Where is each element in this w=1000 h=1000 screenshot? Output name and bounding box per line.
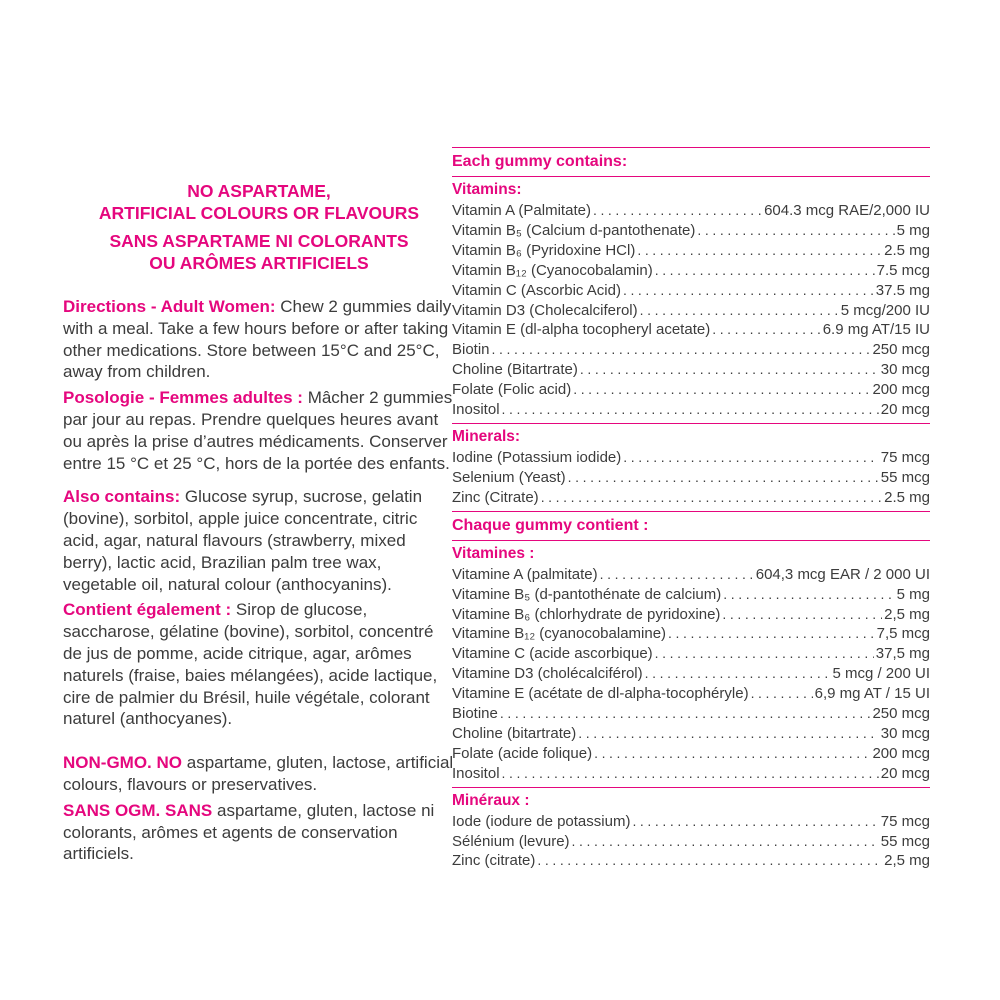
nutrient-label: Vitamine A (palmitate): [452, 565, 598, 583]
nutrient-value: 2,5 mg: [884, 605, 930, 623]
nutrient-label: Vitamine B₁₂ (cyanocobalamine): [452, 625, 667, 643]
dot-leader: [580, 360, 879, 380]
nutrient-label: Iode (iodure de potassium): [452, 812, 631, 830]
fr-vitamins-section: [452, 544, 930, 784]
dot-leader: [541, 488, 882, 508]
dot-leader: [593, 201, 762, 221]
en-vitamins-title: Vitamins:: [452, 181, 522, 198]
nutrient-row: [452, 468, 930, 488]
dot-leader: [697, 221, 894, 241]
dot-leader: [573, 380, 870, 400]
dot-leader: [655, 644, 874, 664]
nutrient-row: [452, 488, 930, 508]
nutrient-value: 5 mcg / 200 UI: [832, 665, 930, 683]
nutrient-label: Sélénium (levure): [452, 832, 570, 850]
nutrient-row: [452, 764, 930, 784]
nutrient-label: Vitamine E (acétate de dl-alpha-tocophéryle): [452, 685, 749, 703]
dot-leader: [645, 664, 831, 684]
en-vitamins-section: [452, 180, 930, 420]
nutrient-label: Vitamin E (dl-alpha tocopheryl acetate): [452, 321, 711, 339]
divider: [452, 423, 930, 424]
nutrient-label: Iodine (Potassium iodide): [452, 448, 622, 466]
nutrient-value: 5 mg: [896, 585, 930, 603]
nutrient-value: 6.9 mg AT/15 IU: [822, 321, 930, 339]
nutrient-label: Choline (Bitartrate): [452, 361, 578, 379]
nutrient-value: 55 mcg: [880, 832, 930, 850]
directions-en-text: Chew 2 gummies daily with a meal. Take a few hours before or after taking other medications. Store between 15°C and 25°C, away from children.: [63, 297, 452, 382]
nutrient-value: 250 mcg: [872, 341, 930, 359]
nutrient-label: Choline (bitartrate): [452, 724, 577, 742]
also-contains-en: [63, 486, 455, 595]
dot-leader: [668, 624, 875, 644]
dot-leader: [578, 724, 879, 744]
nutrient-row: [452, 664, 930, 684]
nutrient-value: 5 mg: [896, 221, 930, 239]
nutrient-label: Zinc (citrate): [452, 852, 536, 870]
dot-leader: [502, 764, 879, 784]
dot-leader: [640, 301, 839, 321]
nutrient-value: 2.5 mg: [884, 488, 930, 506]
nutrient-label: Vitamine C (acide ascorbique): [452, 645, 653, 663]
non-gmo-en-lead: NON-GMO. NO: [63, 753, 182, 773]
divider: [452, 147, 930, 148]
dot-leader: [600, 565, 754, 585]
nutrient-row: [452, 724, 930, 744]
also-contains-fr-lead: Contient également :: [63, 600, 232, 620]
nutrient-value: 604,3 mcg EAR / 2 000 UI: [755, 565, 930, 583]
nutrient-label: Vitamin B₅ (Calcium d-pantothenate): [452, 221, 696, 239]
dot-leader: [594, 744, 870, 764]
fr-vitamins-title: Vitamines :: [452, 544, 535, 562]
dot-leader: [632, 812, 878, 832]
dot-leader: [712, 320, 821, 340]
nutrient-value: 30 mcg: [880, 361, 930, 379]
dot-leader: [722, 605, 882, 625]
nutrient-row: [452, 360, 930, 380]
directions-fr-lead: Posologie - Femmes adultes :: [63, 388, 303, 408]
nutrient-value: 250 mcg: [872, 705, 930, 723]
nutrient-row: [452, 448, 930, 468]
nutrient-label: Vitamin C (Ascorbic Acid): [452, 281, 621, 299]
nutrient-label: Vitamine B₆ (chlorhydrate de pyridoxine): [452, 605, 721, 623]
claims-headline: [63, 181, 455, 274]
dot-leader: [623, 448, 879, 468]
nutrient-value: 200 mcg: [872, 744, 930, 762]
nutrient-label: Selenium (Yeast): [452, 468, 566, 486]
non-gmo-en-text: aspartame, gluten, lactose, artificial colours, flavours or preservatives.: [63, 753, 454, 794]
nutrient-row: [452, 380, 930, 400]
nutrient-row: [452, 605, 930, 625]
nutrient-value: 604.3 mcg RAE/2,000 IU: [764, 202, 930, 219]
directions-en: [63, 296, 455, 383]
nutrient-row: [452, 301, 930, 321]
nutrient-value: 5 mcg/200 IU: [840, 301, 930, 319]
directions-fr-text: Mâcher 2 gummies par jour au repas. Prendre quelques heures avant ou après la prise d’autres médicaments. Conserver entre 15 °C et 25 °C, hors de la portée des enfants.: [63, 388, 453, 473]
fr-minerals-section: [452, 791, 930, 872]
nutrient-value: 55 mcg: [880, 468, 930, 486]
claims-line-fr-1: SANS ASPARTAME NI COLORANTS: [109, 231, 409, 251]
nutrient-value: 75 mcg: [880, 448, 930, 466]
nutrient-row: [452, 744, 930, 764]
dot-leader: [723, 585, 894, 605]
nutrient-value: 75 mcg: [880, 812, 930, 830]
nutrient-label: Vitamin B₆ (Pyridoxine HCl): [452, 241, 636, 259]
nutrient-row: [452, 221, 930, 241]
en-panel-header: Each gummy contains:: [452, 153, 628, 170]
also-contains-en-text: Glucose syrup, sucrose, gelatin (bovine), sorbitol, apple juice concentrate, citric acid, agar, natural flavours (strawberry, mixed berry), lactic acid, Brazilian palm tree wax, vegetable oil, natural colour (anthocyanins).: [63, 487, 423, 594]
also-contains-fr-text: Sirop de glucose, saccharose, gélatine (bovine), sorbitol, concentré de jus de pomme, acide citrique, agar, arômes naturels (fraise, baies mélangées), acide lactique, cire de palmier du Brésil, huile végétale, colorant naturel (anthocyanes).: [63, 600, 438, 729]
dot-leader: [502, 400, 879, 420]
claims-line-en-1: NO ASPARTAME,: [187, 181, 331, 201]
divider: [452, 511, 930, 512]
also-contains-en-lead: Also contains:: [63, 487, 181, 507]
nutrient-row: [452, 201, 930, 221]
en-minerals-title: Minerals:: [452, 427, 521, 445]
nutrient-row: [452, 684, 930, 704]
claims-line-en-2: ARTIFICIAL COLOURS OR FLAVOURS: [98, 202, 420, 223]
nutrient-row: [452, 851, 930, 871]
divider: [452, 540, 930, 541]
fr-minerals-title: Minéraux :: [452, 791, 530, 809]
nutrient-value: 2,5 mg: [884, 852, 930, 870]
nutrient-label: Inositol: [452, 764, 500, 782]
nutrient-row: [452, 812, 930, 832]
nutrient-label: Folate (acide folique): [452, 744, 593, 762]
nutrient-label: Vitamine D3 (cholécalciférol): [452, 665, 643, 683]
nutrient-row: [452, 832, 930, 852]
nutrient-value: 7.5 mcg: [876, 261, 930, 279]
nutrient-value: 7,5 mcg: [876, 625, 930, 643]
nutrient-label: Vitamin D3 (Cholecalciferol): [452, 301, 638, 319]
nutrient-value: 20 mcg: [880, 764, 930, 782]
nutrient-row: [452, 704, 930, 724]
nutrient-label: Vitamine B₅ (d-pantothénate de calcium): [452, 585, 722, 603]
nutrient-value: 2.5 mg: [884, 241, 930, 259]
en-minerals-section: [452, 427, 930, 508]
left-column: [63, 181, 455, 869]
nutrient-row: [452, 585, 930, 605]
directions-en-lead: Directions - Adult Women:: [63, 297, 276, 316]
claims-line-fr-2: OU ARÔMES ARTIFICIELS: [149, 252, 369, 273]
dot-leader: [655, 261, 875, 281]
nutrition-panel: [452, 144, 930, 871]
divider: [452, 787, 930, 788]
fr-panel-header: Chaque gummy contient :: [452, 516, 649, 534]
non-gmo-fr: [63, 800, 455, 865]
nutrient-value: 37,5 mg: [875, 645, 930, 663]
dot-leader: [751, 684, 813, 704]
nutrient-value: 20 mcg: [880, 401, 930, 419]
nutrient-label: Biotin: [452, 341, 490, 359]
nutrient-value: 30 mcg: [880, 724, 930, 742]
non-gmo-fr-text: aspartame, gluten, lactose ni colorants, arômes et agents de conservation artificiels.: [63, 800, 435, 864]
dot-leader: [537, 851, 882, 871]
dot-leader: [500, 704, 871, 724]
nutrient-value: 6,9 mg AT / 15 UI: [814, 685, 930, 703]
dot-leader: [492, 340, 871, 360]
dot-leader: [637, 241, 882, 261]
nutrient-row: [452, 261, 930, 281]
nutrient-label: Inositol: [452, 401, 500, 419]
nutrient-value: 200 mcg: [872, 381, 930, 399]
also-contains-fr: [63, 599, 455, 730]
nutrient-row: [452, 340, 930, 360]
nutrient-row: [452, 624, 930, 644]
dot-leader: [572, 832, 879, 852]
nutrient-row: [452, 320, 930, 340]
nutrient-row: [452, 565, 930, 585]
dot-leader: [568, 468, 879, 488]
nutrient-row: [452, 241, 930, 261]
directions-fr: [63, 387, 455, 474]
nutrient-label: Vitamin B₁₂ (Cyanocobalamin): [452, 261, 653, 279]
dot-leader: [623, 281, 874, 301]
nutrient-value: 37.5 mg: [875, 281, 930, 299]
nutrient-row: [452, 281, 930, 301]
non-gmo-en: [63, 752, 455, 796]
nutrient-label: Vitamin A (Palmitate): [452, 202, 591, 219]
nutrient-label: Biotine: [452, 705, 498, 723]
nutrient-row: [452, 644, 930, 664]
nutrient-row: [452, 400, 930, 420]
nutrient-label: Zinc (Citrate): [452, 488, 539, 506]
divider: [452, 176, 930, 177]
nutrient-label: Folate (Folic acid): [452, 381, 572, 399]
non-gmo-fr-lead: SANS OGM. SANS: [63, 800, 213, 820]
